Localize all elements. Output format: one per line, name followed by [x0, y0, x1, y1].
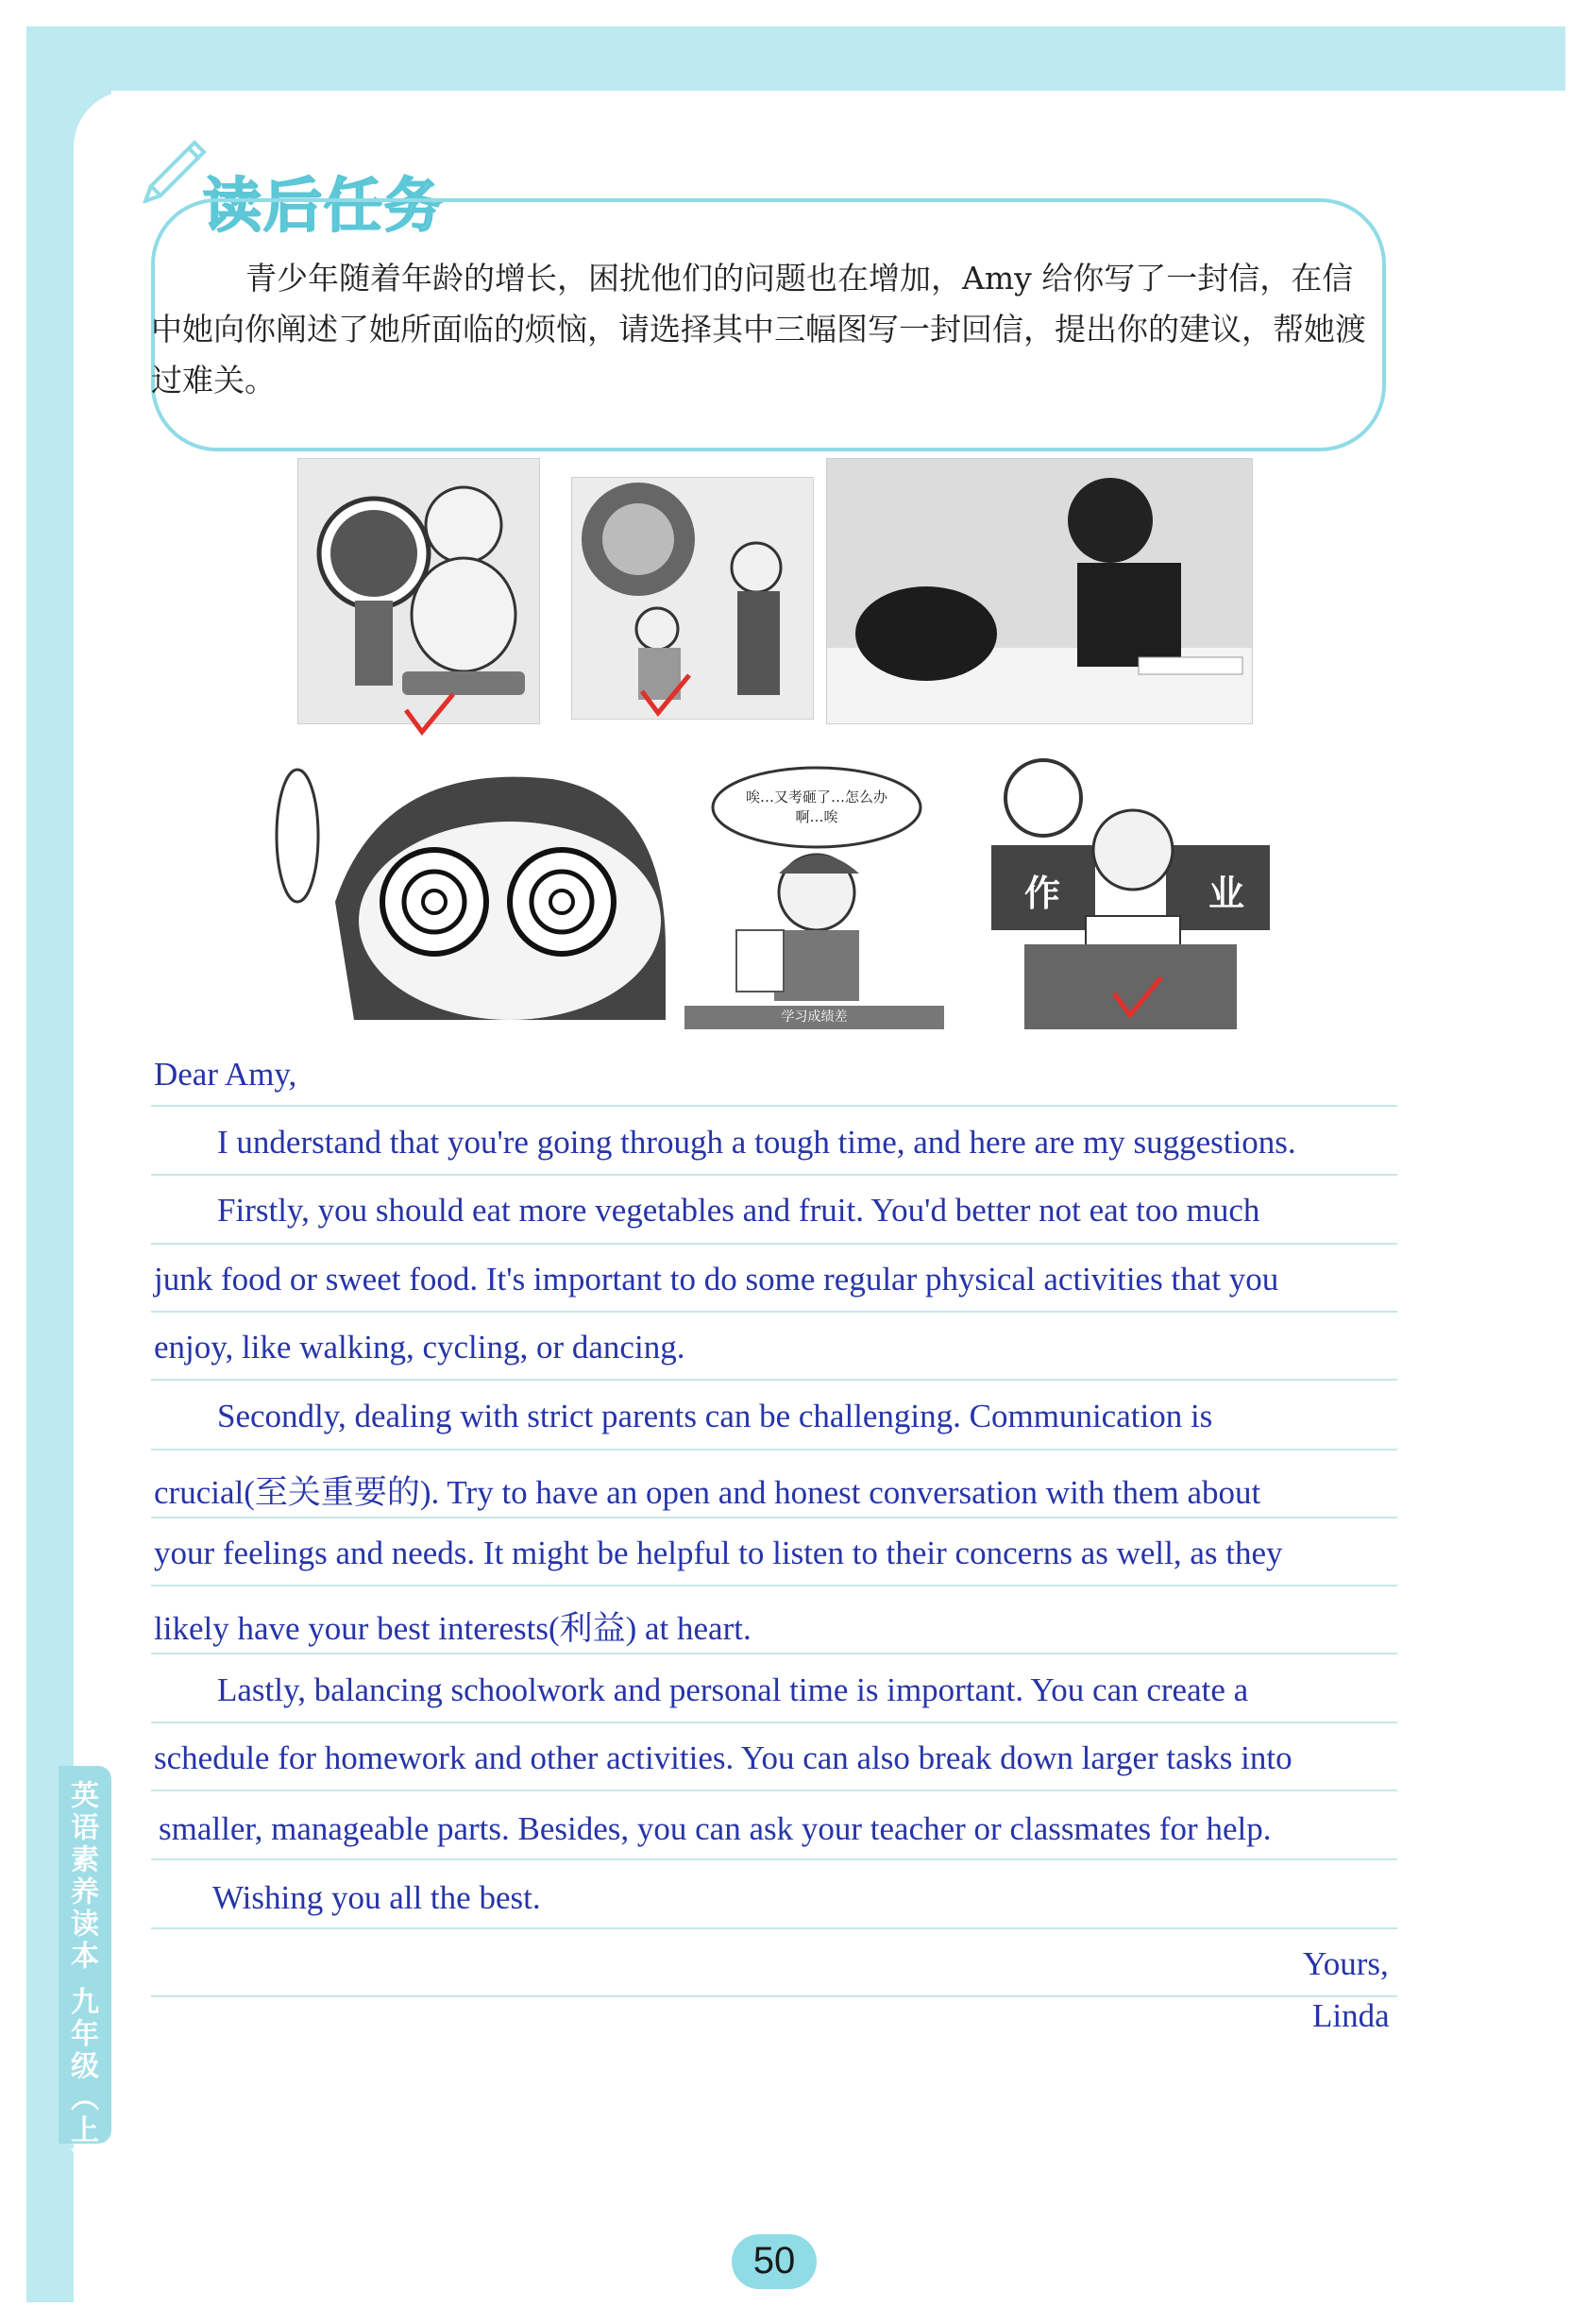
section-title: 读后任务	[203, 171, 446, 240]
ruled-line	[151, 1243, 1397, 1245]
letter-line: your feelings and needs. It might be helpful to listen to their concerns as well, as they	[154, 1535, 1283, 1571]
bad-grades-cartoon	[684, 760, 944, 1029]
ruled-line	[151, 1790, 1397, 1791]
letter-line: crucial(至关重要的). Try to have an open and honest conversation with them about	[154, 1474, 1261, 1511]
letter-line: I understand that you're going through a tough time, and here are my suggestions.	[217, 1124, 1296, 1161]
ruled-line	[151, 1858, 1397, 1860]
letter-line: junk food or sweet food. It's important to do some regular physical activities that you	[154, 1261, 1279, 1298]
task-prompt: 青少年随着年龄的增长，困扰他们的问题也在增加，Amy 给你写了一封信，在信中她向你阐述了她所面临的烦恼，请选择其中三幅图写一封回信，提出你的建议，帮她渡过难关。	[151, 260, 1366, 399]
letter-line: Lastly, balancing schoolwork and personal time is important. You can create a	[217, 1671, 1249, 1708]
letter-line: Secondly, dealing with strict parents can be challenging. Communication is	[217, 1398, 1213, 1434]
ruled-line	[151, 1311, 1397, 1313]
ruled-line	[151, 1653, 1397, 1654]
letter-greeting: Dear Amy,	[154, 1056, 297, 1093]
letter-signature: Linda	[1312, 1997, 1390, 2034]
ruled-line	[151, 1722, 1397, 1723]
ruled-line	[151, 1449, 1397, 1450]
ruled-line	[151, 1174, 1397, 1176]
ruled-line	[151, 1995, 1397, 1997]
letter-line: Firstly, you should eat more vegetables and fruit. You'd better not eat too much	[217, 1192, 1260, 1229]
page-number: 50	[752, 2240, 796, 2282]
ruled-line	[151, 1927, 1397, 1929]
ruled-line	[151, 1379, 1397, 1381]
ruled-line	[151, 1585, 1397, 1586]
caption-text: 学习成绩差	[781, 1009, 848, 1025]
check-icon	[1109, 973, 1166, 1020]
letter-line: Wishing you all the best.	[212, 1879, 541, 1916]
letter-line: enjoy, like walking, cycling, or dancing.	[154, 1329, 685, 1366]
homework-label-2: 业	[1208, 873, 1245, 914]
studying-students-photo	[826, 458, 1253, 724]
check-icon	[401, 689, 458, 737]
check-icon	[637, 670, 694, 718]
homework-label-1: 作	[1024, 873, 1061, 914]
letter-line: schedule for homework and other activities. You can also break down larger tasks into	[154, 1739, 1292, 1776]
letter-line: smaller, manageable parts. Besides, you can ask your teacher or classmates for help.	[159, 1810, 1272, 1847]
top-band	[26, 26, 1565, 91]
letter-line: likely have your best interests(利益) at heart.	[154, 1610, 752, 1647]
ruled-line	[151, 1105, 1397, 1107]
bubble-text: 唉…又考砸了…怎么办啊…唉	[745, 789, 887, 825]
side-tab-text: 英语素养读本 九年级（上）	[65, 1780, 98, 2180]
dizzy-girl-cartoon	[269, 760, 684, 1020]
ruled-line	[151, 1517, 1397, 1518]
letter-closing: Yours,	[1303, 1945, 1389, 1982]
weight-scale-cartoon	[297, 458, 540, 724]
